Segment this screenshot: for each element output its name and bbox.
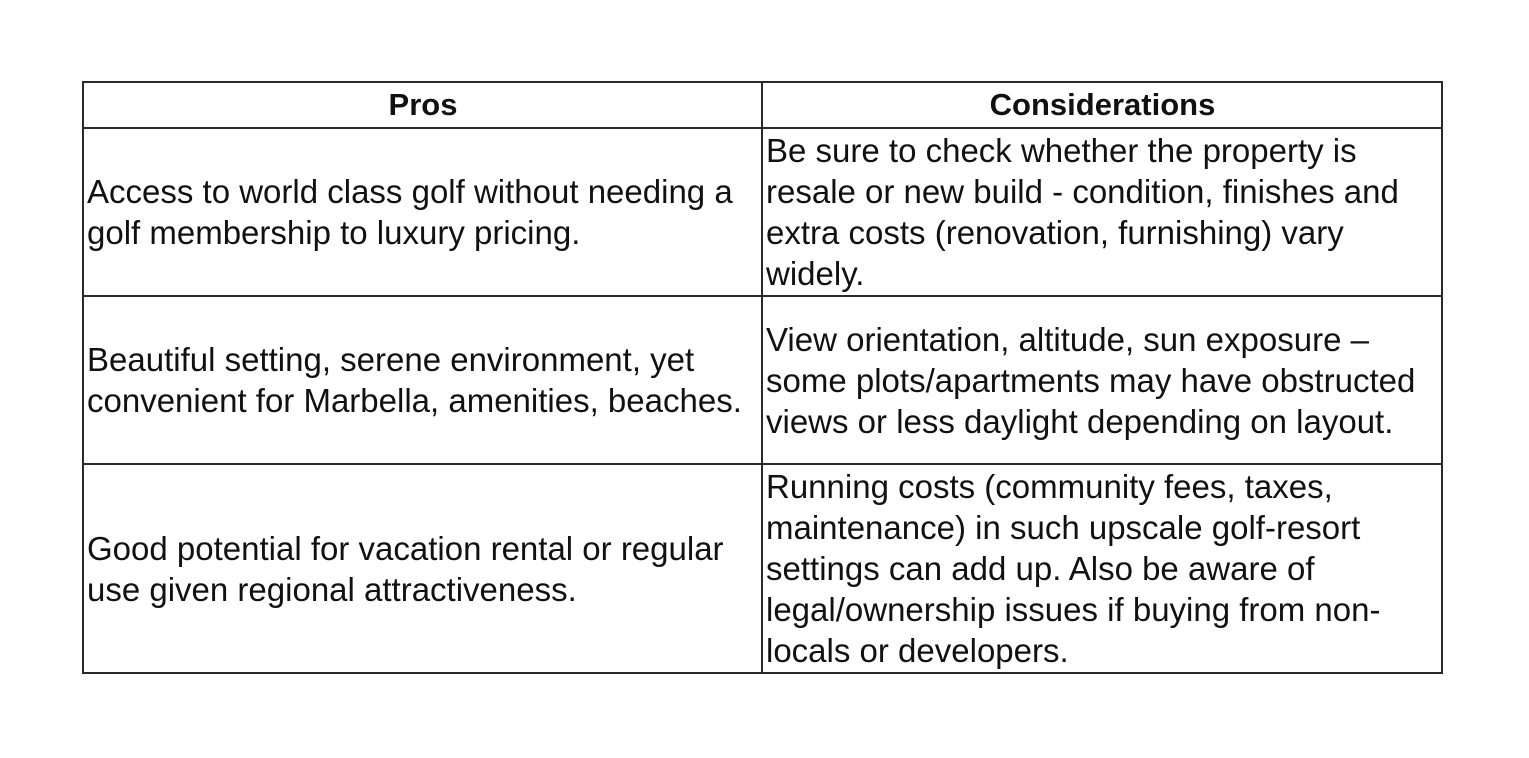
header-row bbox=[83, 82, 1442, 128]
table-body bbox=[83, 128, 1442, 673]
table-row bbox=[83, 128, 1442, 296]
considerations-cell: Running costs (community fees, taxes, maintenance) in such upscale golf-resort settings can add up. Also be aware of legal/ownership issues if buying from non-locals or developers. bbox=[762, 464, 1442, 673]
table-header bbox=[83, 82, 1442, 128]
table-row bbox=[83, 464, 1442, 673]
pros-cell: Beautiful setting, serene environment, yet convenient for Marbella, amenities, beaches. bbox=[83, 296, 762, 464]
considerations-cell: View orientation, altitude, sun exposure – some plots/apartments may have obstructed views or less daylight depending on layout. bbox=[762, 296, 1442, 464]
considerations-cell: Be sure to check whether the property is resale or new build - condition, finishes and extra costs (renovation, furnishing) vary widely. bbox=[762, 128, 1442, 296]
header-pros: Pros bbox=[83, 82, 762, 128]
pros-cell: Good potential for vacation rental or regular use given regional attractiveness. bbox=[83, 464, 762, 673]
pros-considerations-table bbox=[82, 81, 1443, 674]
table-row bbox=[83, 296, 1442, 464]
header-considerations: Considerations bbox=[762, 82, 1442, 128]
pros-cell: Access to world class golf without needing a golf membership to luxury pricing. bbox=[83, 128, 762, 296]
